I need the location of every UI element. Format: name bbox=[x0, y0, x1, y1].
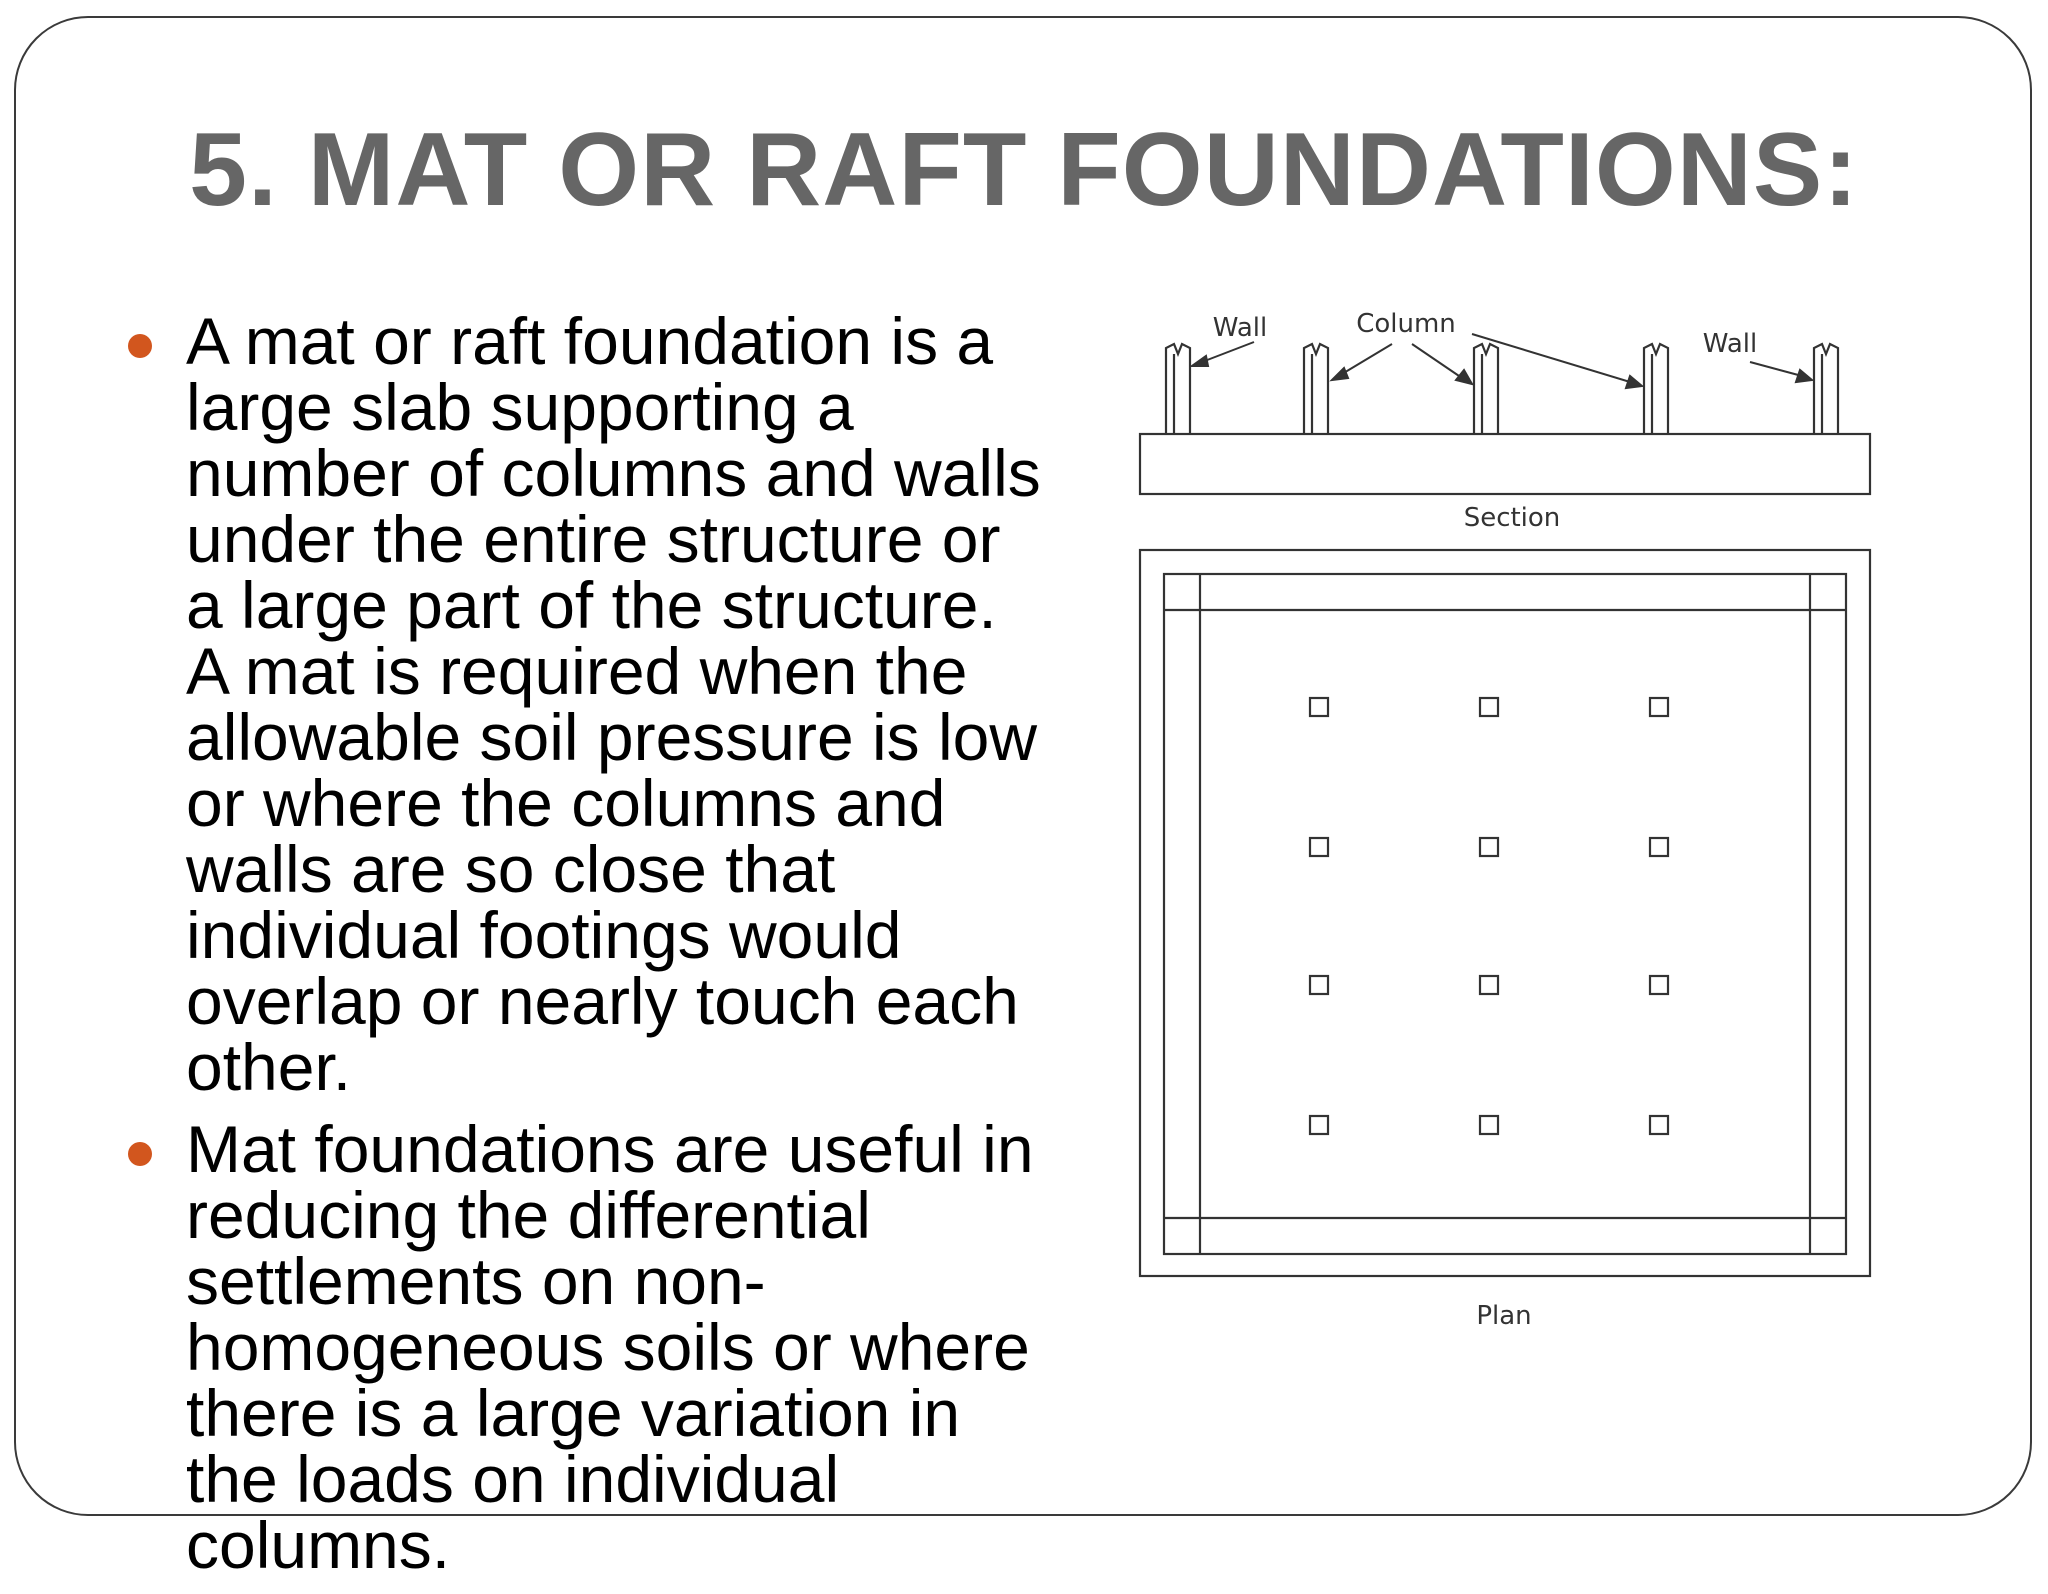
right-wall-stub bbox=[1814, 344, 1838, 434]
plan-wall-outer bbox=[1164, 574, 1846, 1254]
plan-column bbox=[1310, 976, 1328, 994]
bullet-line: other. bbox=[186, 1030, 352, 1104]
bullet-line: A mat is required when the bbox=[186, 634, 968, 708]
plan-column bbox=[1650, 698, 1668, 716]
bullet-line: columns. bbox=[186, 1508, 451, 1582]
plan-column bbox=[1310, 698, 1328, 716]
bullet-line: the loads on individual bbox=[186, 1442, 840, 1516]
column-stub bbox=[1644, 344, 1668, 434]
label-plan: Plan bbox=[1476, 1301, 1532, 1331]
plan-column bbox=[1480, 976, 1498, 994]
label-wall-right: Wall bbox=[1702, 329, 1758, 359]
bullet-item bbox=[120, 304, 1100, 1104]
bullet-line: A mat or raft foundation is a bbox=[186, 304, 994, 378]
plan-columns bbox=[1310, 698, 1668, 1134]
bullet-line: settlements on non- bbox=[186, 1244, 766, 1318]
label-wall-left: Wall bbox=[1212, 313, 1268, 343]
bullet-line: or where the columns and bbox=[186, 766, 946, 840]
section-drawing bbox=[1140, 309, 1870, 533]
bullet-line: number of columns and walls bbox=[186, 436, 1041, 510]
bullet-dot-icon bbox=[128, 334, 152, 358]
bullet-line: individual footings would bbox=[186, 898, 902, 972]
bullet-line: there is a large variation in bbox=[186, 1376, 961, 1450]
left-wall-stub bbox=[1166, 344, 1190, 434]
plan-column bbox=[1650, 1116, 1668, 1134]
plan-column bbox=[1480, 698, 1498, 716]
plan-column bbox=[1310, 838, 1328, 856]
bullet-list bbox=[120, 304, 1100, 1594]
plan-column bbox=[1650, 838, 1668, 856]
bullet-dot-icon bbox=[128, 1142, 152, 1166]
bullet-line: homogeneous soils or where bbox=[186, 1310, 1030, 1384]
bullet-line: overlap or nearly touch each bbox=[186, 964, 1019, 1038]
plan-column bbox=[1480, 1116, 1498, 1134]
label-column: Column bbox=[1356, 309, 1456, 339]
column-stub bbox=[1304, 344, 1328, 434]
section-slab bbox=[1140, 434, 1870, 494]
bullet-line: large slab supporting a bbox=[186, 370, 854, 444]
bullet-line: Mat foundations are useful in bbox=[186, 1112, 1034, 1186]
bullet-line: under the entire structure or bbox=[186, 502, 1001, 576]
slide-title: 5. MAT OR RAFT FOUNDATIONS: bbox=[189, 112, 1859, 228]
bullet-line: a large part of the structure. bbox=[186, 568, 997, 642]
column-stub bbox=[1474, 344, 1498, 434]
plan-column bbox=[1650, 976, 1668, 994]
plan-drawing bbox=[1140, 550, 1870, 1331]
plan-column bbox=[1310, 1116, 1328, 1134]
plan-column bbox=[1480, 838, 1498, 856]
bullet-item bbox=[120, 1112, 1100, 1582]
bullet-line: allowable soil pressure is low bbox=[186, 700, 1038, 774]
plan-slab-outline bbox=[1140, 550, 1870, 1276]
mat-foundation-figure bbox=[1130, 300, 1890, 1350]
bullet-line: walls are so close that bbox=[186, 832, 836, 906]
label-section: Section bbox=[1463, 503, 1561, 533]
bullet-line: reducing the differential bbox=[186, 1178, 871, 1252]
